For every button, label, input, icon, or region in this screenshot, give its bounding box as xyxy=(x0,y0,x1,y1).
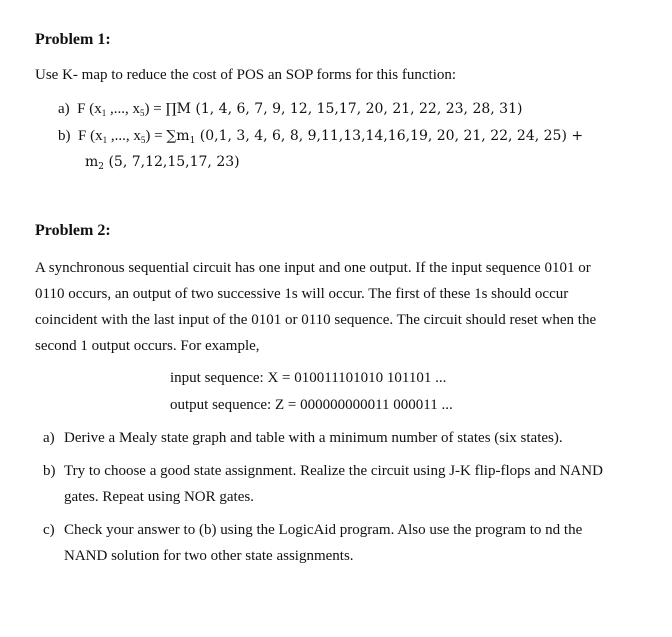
problem2-item-a-text: Derive a Mealy state graph and table with a minimum number of states (six states). xyxy=(64,430,563,446)
problem2-item-c-line: NAND solution for two other state assignments. xyxy=(64,548,354,564)
problem2-item-c-line: Check your answer to (b) using the LogicAid program. Also use the program to nd the xyxy=(64,522,583,538)
subscript: 5 xyxy=(140,135,146,145)
problem2-heading: Problem 2: xyxy=(35,222,111,239)
output-sequence: output sequence: Z = 000000000011 000011 ... xyxy=(170,397,453,413)
subscript: 1 xyxy=(101,108,107,118)
item-b-label: b) xyxy=(58,128,71,144)
function-name: F (x xyxy=(77,101,102,117)
subscript: 2 xyxy=(98,162,105,172)
problem2-para-line: coincident with the last input of the 0101 or 0110 sequence. The circuit should reset when the xyxy=(35,312,597,328)
function-name: F (x xyxy=(78,128,103,144)
equals: ) = xyxy=(145,128,167,144)
problem1-intro: Use K- map to reduce the cost of POS an SOP forms for this function: xyxy=(35,67,457,83)
dont-care-op: m xyxy=(85,154,99,170)
sum-minterm-op: ∑m xyxy=(166,128,190,144)
equals: ) = xyxy=(144,101,166,117)
maxterm-list: (1, 4, 6, 7, 9, 12, 15,17, 20, 21, 22, 23, 28, 31) xyxy=(190,101,523,117)
problem1-item-b xyxy=(58,127,583,150)
problem1-item-b-cont xyxy=(85,153,240,176)
dont-care-list: (5, 7,12,15,17, 23) xyxy=(104,154,240,170)
problem2-para-line: 0110 occurs, an output of two successive 1s will occur. The first of these 1s should occur xyxy=(35,286,569,302)
input-sequence: input sequence: X = 010011101010 101101 ... xyxy=(170,370,447,386)
ellipsis: ,..., x xyxy=(106,101,140,117)
problem1-heading: Problem 1: xyxy=(35,31,111,48)
problem2-item-a-label: a) xyxy=(43,430,55,446)
problem2-item-b-line: Try to choose a good state assignment. Realize the circuit using J-K flip-flops and NAND xyxy=(64,463,603,479)
subscript: 5 xyxy=(140,108,145,118)
problem1-item-a xyxy=(58,100,522,122)
problem2-item-b-line: gates. Repeat using NOR gates. xyxy=(64,489,254,505)
subscript: 1 xyxy=(102,135,108,145)
product-maxterm-op: ∏M xyxy=(165,101,191,117)
item-a-label: a) xyxy=(58,101,70,117)
problem2-item-b-label: b) xyxy=(43,463,56,479)
ellipsis: ,..., x xyxy=(107,128,141,144)
problem2-item-c-label: c) xyxy=(43,522,55,538)
subscript: 1 xyxy=(189,136,196,146)
problem2-para-line: second 1 output occurs. For example, xyxy=(35,338,260,354)
problem2-para-line: A synchronous sequential circuit has one input and one output. If the input sequence 0101 or xyxy=(35,260,591,276)
minterm-list: (0,1, 3, 4, 6, 8, 9,11,13,14,16,19, 20, 21, 22, 24, 25) + xyxy=(195,128,584,144)
